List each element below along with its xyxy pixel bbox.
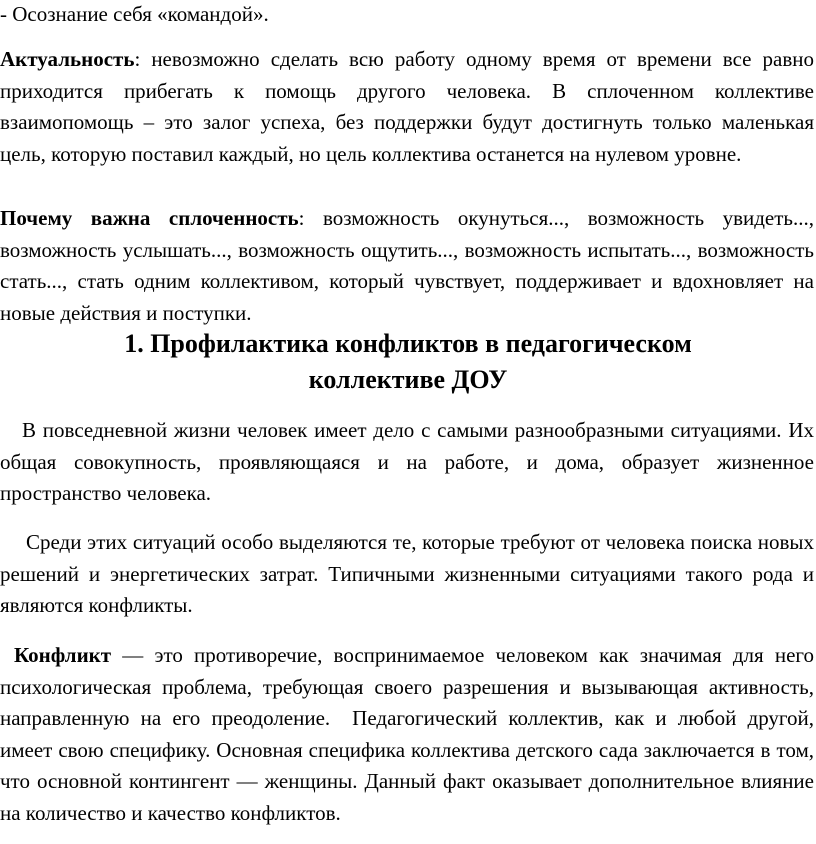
cohesion-term: Почему важна сплоченность [0,206,299,230]
section-heading-line1: 1. Профилактика конфликтов в педагогическом [124,329,692,358]
intro-item: - Осознание себя «командой». [0,2,269,26]
conflict-term: Конфликт [14,643,112,667]
section-heading [0,326,816,398]
cohesion-paragraph [0,203,814,329]
actuality-term: Актуальность [0,47,135,71]
situations-paragraph: Среди этих ситуаций особо выделяются те, которые требуют от человека поиска новых решений и энергетических затрат. Типичными жизненными ситуациями такого рода и являются конфликты. [0,530,814,617]
conflict-text-continued: Педагогический коллектив, как и любой другой, имеет свою специфику. Основная специфика коллектива детского сада заключается в том, что основной контингент — женщины. Данный факт оказывает дополнительное влияние на количество и качество конфликтов. [0,706,815,825]
actuality-text: : невозможно сделать всю работу одному время от времени все равно приходится прибегать к помощь другого человека. В сплоченном коллективе взаимопомощь – это залог успеха, без поддержки будут достигнуть только маленькая цель, которую поставил каждый, но цель коллектива останется на нулевом уровне. [0,47,814,166]
conflict-text: — это противоречие, воспринимаемое человеком как значимая для него психологическая проблема, требующая своего разрешения и вызывающая активность, направленную на его преодоление. [0,643,814,730]
cohesion-text: : возможность окунуться..., возможность увидеть..., возможность услышать..., возможность ощутить..., возможность испытать..., возможность стать..., стать одним коллективом, который чувствует, поддерживает и вдохновляет на новые действия и поступки. [0,206,814,325]
conflict-paragraph [0,640,814,829]
everyday-paragraph: В повседневной жизни человек имеет дело с самыми разнообразными ситуациями. Их общая совокупность, проявляющаяся и на работе, и дома, образует жизненное пространство человека. [0,418,814,505]
actuality-paragraph [0,44,814,170]
section-heading-line2: коллективе ДОУ [308,365,508,394]
